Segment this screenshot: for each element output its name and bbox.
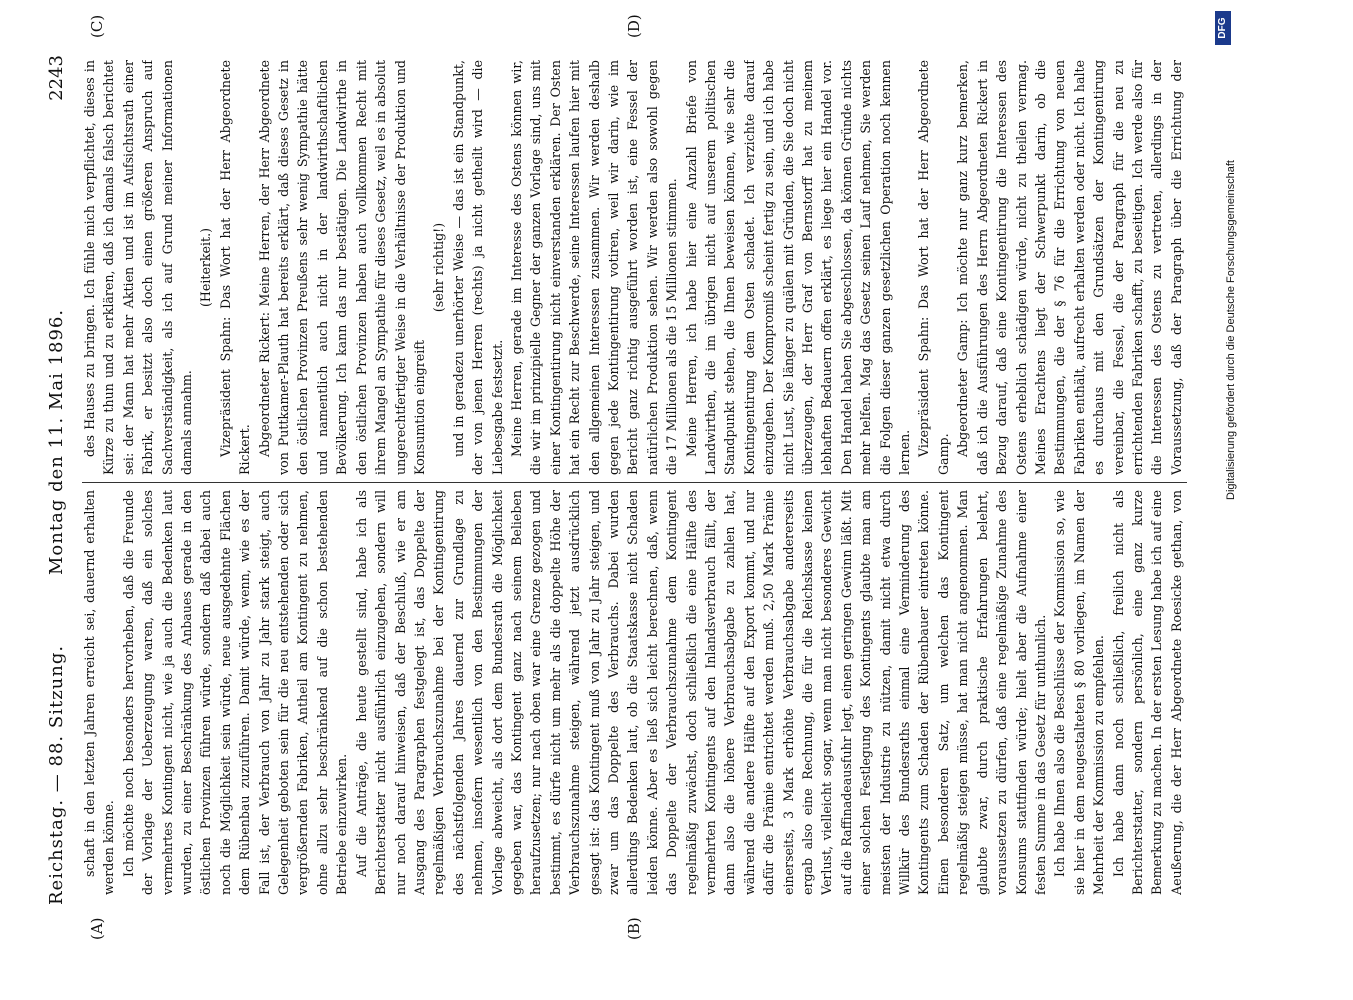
header-date: Montag den 11. Mai 1896. — [46, 308, 67, 575]
paragraph: Meine Herren, ich habe hier eine Anzahl Briefe von Landwirthen, die im übrigen nicht auf unserem politischen Standpunkt stehen, die Ihnen beweisen können, wie sehr die Kontingentirung dem Osten schadet. Ich verzichte darauf einzugehen. Der Kompromiß scheint fertig zu sein, und ich habe nicht Lust, Sie länger zu quälen mit Gründen, die Sie doch nicht überzeugen, der Herr Graf von Bernstorff hat zu meinem lebhaften Bedauern offen erklärt, es liege hier ein Handel vor. Den Handel haben Sie abgeschlossen, da können Gründe nichts mehr helfen. Mag das Gesetz seinen Lauf nehmen, Sie werden die Folgen dieser ganzen gesetzlichen Operation noch kennen lernen. — [683, 60, 913, 475]
column-divider — [82, 482, 1187, 483]
paragraph: des Hauses zu bringen. Ich fühle mich verpflichtet, dieses in Kürze zu thun und zu erklären, daß ich damals falsch berichtet sei: der Mann hat mehr Aktien und ist im Aufsichtsrath einer Fabrik, er besitzt also doch einen größeren Anspruch auf Sachverständigkeit, als ich auf Grund meiner Informationen damals annahm. — [82, 60, 195, 475]
margin-letter-d: (D) — [625, 14, 643, 38]
interjection: (sehr richtig!) — [431, 222, 447, 313]
paragraph: Vizepräsident Spahn: Das Wort hat der Herr Abgeordnete Rickert. — [217, 60, 253, 475]
page-header — [38, 0, 78, 1000]
margin-letter-c: (C) — [88, 14, 106, 38]
dfg-logo: DFG — [1215, 11, 1231, 45]
paragraph: Ich möchte noch besonders hervorheben, daß die Freunde der Vorlage der Ueberzeugung waren, daß ein solches vermehrtes Kontingent nicht, wie ja auch die Bedenken laut wurden, zu einer Beschränkung des Anbaues gerade in den östlichen Provinzen führen würde, sondern daß dabei auch noch die Möglichkeit sein würde, neue ausgedehnte Flächen dem Rübenbau zuzuführen. Damit würde, wenn, wie es der Fall ist, der Verbrauch von Jahr zu Jahr stark steigt, auch Gelegenheit geboten sein für die neu entstehenden oder sich vergrößernden Fabriken, Antheil am Kontingent zu nehmen, ohne allzu sehr beschränkend auf die schon bestehenden Betriebe einzuwirken. — [120, 490, 350, 895]
paragraph: und in geradezu unerhörter Weise — das ist ein Standpunkt, der von jenen Herren (rechts) ja nicht getheilt wird — die Liebesgabe festsetzt. — [450, 60, 505, 475]
paragraph: schaft in den letzten Jahren erreicht sei, dauernd erhalten werden könne. — [82, 490, 117, 895]
paragraph: Ich habe dann noch schließlich, freilich nicht als Berichterstatter, sondern persönlich, eine ganz kurze Bemerkung zu machen. In der ersten Lesung habe ich auf eine Aeußerung, die der Herr Abgeordnete Roesicke gethan, von — [1110, 490, 1184, 895]
paragraph: Meine Herren, gerade im Interesse des Ostens können wir, die wir im prinzipielle Gegner der ganzen Vorlage sind, uns mit einer Kontingentirung nicht einverstanden erklären. Der Osten hat ein Recht zur Beschwerde, seine Interessen laufen hier mit den allgemeinen Interessen zusammen. Wir werden deshalb gegen jede Kontingentirung votiren, weil wir darin, wie im Bericht ganz richtig ausgeführt worden ist, eine Fessel der natürlichen Produktion sehen. Wir werden also sowohl gegen die 17 Millionen als die 15 Millionen stimmen. — [508, 60, 680, 475]
margin-letter-a: (A) — [88, 917, 106, 940]
left-column — [80, 490, 1190, 895]
header-session: Reichstag. — 88. Sitzung. — [46, 644, 67, 905]
digitization-note: Digitalisierung gefördert durch die Deutsche Forschungsgemeinschaft — [1225, 160, 1237, 500]
paragraph: Ich habe Ihnen also die Beschlüsse der Kommission so, wie sie hier in dem neugestalteten § 80 vorliegen, im Namen der Mehrheit der Kommission zu empfehlen. — [1052, 490, 1107, 895]
paragraph: Vizepräsident Spahn: Das Wort hat der Herr Abgeordnete Gamp. — [916, 60, 951, 475]
paragraph: Auf die Anträge, die heute gestellt sind, habe ich als Berichterstatter nicht ausführlich einzugehen, sondern will nur noch darauf hinweisen, daß der Beschluß, wie er am Ausgang des Paragraphen festgelegt ist, das Doppelte der regelmäßigen Verbrauchszunahme bei der Kontingentirung des nächstfolgenden Jahres dauernd zur Grundlage zu nehmen, insofern wesentlich von den Bestimmungen der Vorlage abweicht, als dort dem Bundesrath die Möglichkeit gegeben war, das Kontingent ganz nach seinem Belieben heraufzusetzen; nur nach oben war eine Grenze gezogen und bestimmt, es dürfe nicht um mehr als die doppelte Höhe der Verbrauchszunahme steigen, während jetzt ausdrücklich gesagt ist: das Kontingent muß von Jahr zu Jahr steigen, und zwar um das Doppelte des Verbrauchs. Dabei wurden allerdings Bedenken laut, ob die Staatskasse nicht Schaden leiden könne. Aber es ließ sich leicht berechnen, daß, wenn das Doppelte der Verbrauchszunahme dem Kontingent regelmäßig zuwächst, doch schließlich die eine Hälfte des vermehrten Kontingents auf den Inlandsverbrauch fällt, der dann also die höhere Verbrauchsabgabe zu zahlen hat, während die andere Hälfte auf den Export kommt, und nur dafür die Prämie entrichtet werden muß. 2,50 Mark Prämie einerseits, 3 Mark erhöhte Verbrauchsabgabe andererseits ergab also eine Rechnung, die für die Reichskasse keinen Verlust, vielleicht sogar, wenn man nicht besonderes Gewicht auf die Raffinadeausfuhr legt, einen geringen Gewinn läßt. Mit einer solchen Festlegung des Kontingents glaubte man am meisten der Industrie zu nützen, damit nicht etwa durch Willkür des Bundesraths einmal eine Verminderung des Kontingents zum Schaden der Rübenbauer eintreten könne. Einen besonderen Satz, um welchen das Kontingent regelmäßig steigen müsse, hat man nicht angenommen. Man glaubte zwar, durch praktische Erfahrungen belehrt, voraussetzen zu dürfen, daß eine regelmäßige Zunahme des Konsums stattfinden würde; hielt aber die Aufnahme einer festen Summe in das Gesetz für unthunlich. — [353, 490, 1048, 895]
margin-letter-b: (B) — [625, 917, 643, 940]
right-column — [80, 60, 1190, 475]
paragraph: Abgeordneter Gamp: Ich möchte nur ganz kurz bemerken, daß ich die Ausführungen des Herrn Abgeordneten Rickert in Bezug darauf, daß eine Kontingentirung die Interessen des Ostens erheblich schädigen würde, nicht zu theilen vermag. Meines Erachtens liegt der Schwerpunkt darin, ob die Bestimmungen, die der § 76 für die Errichtung von neuen Fabriken enthält, aufrecht erhalten werden oder nicht. Ich halte es durchaus mit den Grundsätzen der Kontingentirung vereinbar, die Fessel, die der Paragraph für die neu zu errichtenden Fabriken schafft, zu beseitigen. Ich werde also für die Interessen des Ostens zu vertreten, allerdings in der Voraussetzung, daß der Paragraph über die Errichtung der — [955, 60, 1184, 475]
page-number: 2243 — [46, 55, 67, 101]
paragraph: Abgeordneter Rickert: Meine Herren, der Herr Abgeordnete von Puttkamer-Plauth hat bereits erklärt, daß dieses Gesetz in den östlichen Provinzen Preußens sehr wenig Sympathie hätte und namentlich auch nicht in der landwirthschaftlichen Bevölkerung. Ich kann das nur bestätigen. Die Landwirthe in den östlichen Provinzen haben auch vollkommen Recht mit ihrem Mangel an Sympathie für dieses Gesetz, weil es in absolut ungerechtfertigter Weise in die Verhältnisse der Produktion und Konsumtion eingreift — [256, 60, 427, 475]
interjection: (Heiterkeit.) — [198, 228, 214, 307]
